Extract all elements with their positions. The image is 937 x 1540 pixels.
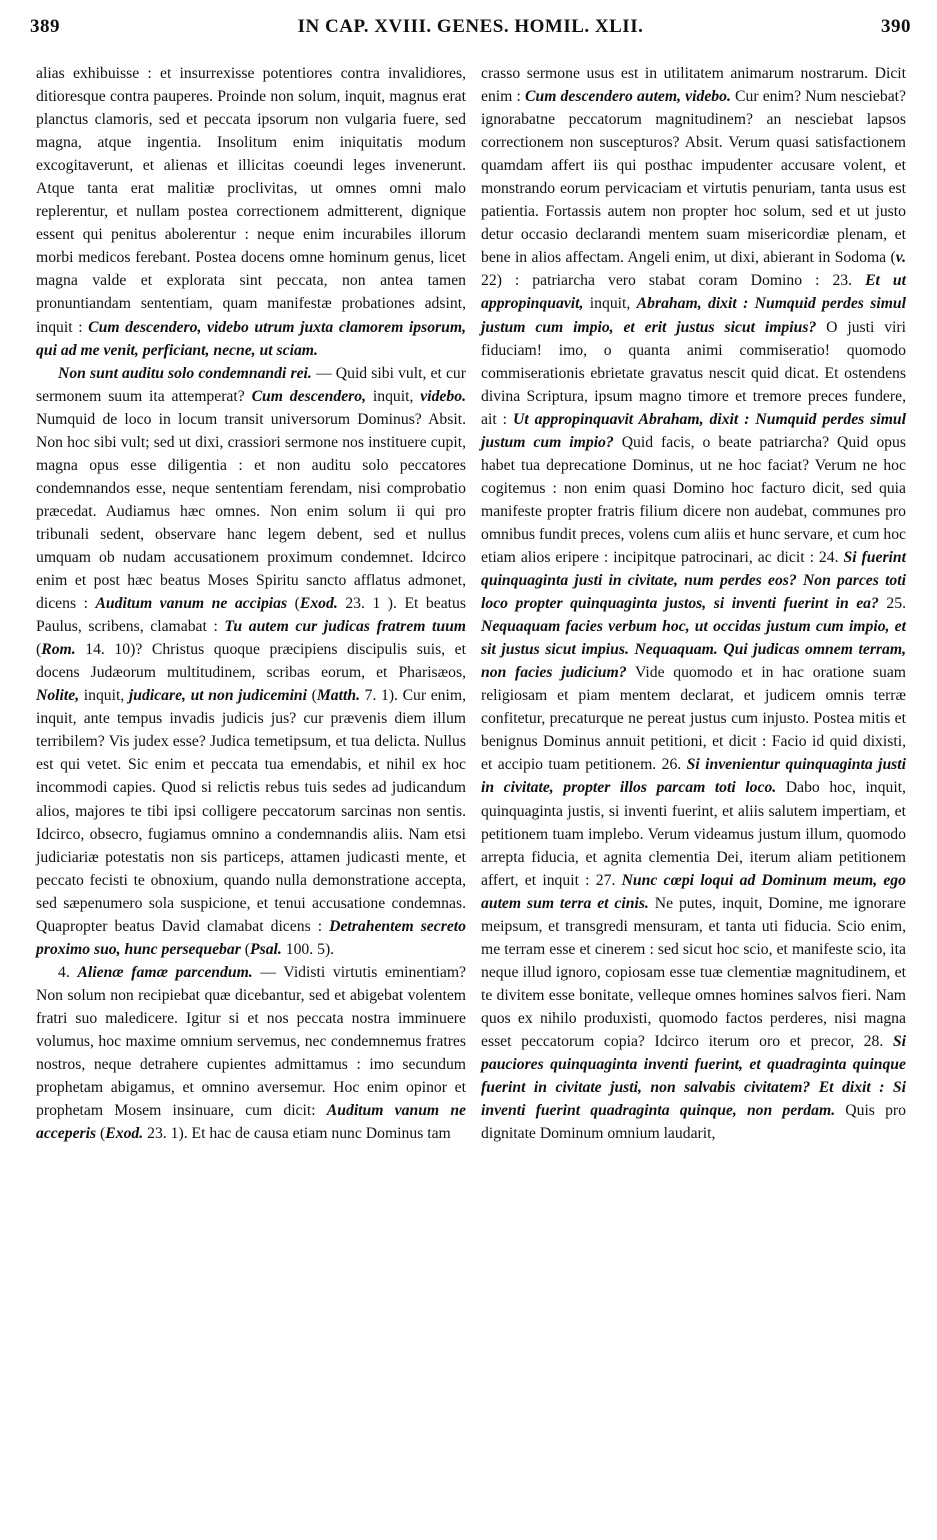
text-run: O justi viri fiduciam! imo, o quanta animi commiseratio! quomodo commiserationis ebrietate gravatus nescit quid dicat. Et ostendens divina Scriptura, ipsum magno timore et tremore preces fundere, ait : xyxy=(481,318,906,428)
italic-run: Rom. xyxy=(41,641,76,659)
text-run: alias exhibuisse : et insurrexisse potentiores contra invalidiores, ditioresque contra pauperes. Proinde non solum, inquit, magnus erat planctus clamoris, sed et peccata ipsorum non vulgaria fuere, sed magna, atque ingentia. Insolitum enim iniquitatis modum excogitaverunt, et alienas et illicitas coeundi leges invenerunt. Atque tanta erat malitiæ proclivitas, ut omnes omni malo replerentur, et nullam postea correctionem admitterent, dignique essent qui penitus abolerentur : neque enim incurabiles illorum morbi medicos ferebant. Postea docens omne hominum genus, licet magna valde et explorata sint peccata, non antea tamen pronuntiandam sententiam, quam manifestæ probationes adsint, inquit : xyxy=(36,65,466,336)
italic-run: Tu autem cur judicas fratrem tuum xyxy=(224,618,466,636)
italic-run: Cum descendero, xyxy=(251,387,367,405)
italic-run: Nequaquam facies verbum hoc, ut occidas justum cum impio, et sit justus sicut impius. Nequaquam. Qui judicas omnem terram, non facies judicium? xyxy=(481,618,906,682)
text-run: 14. 10)? Christus quoque præcipiens discipulis suis, et docens Judæorum multitudinem, scribas eorum, et Pharisæos, xyxy=(36,641,466,682)
italic-run: Detrahentem secreto proximo suo, hunc persequebar xyxy=(36,917,466,958)
text-run: — Vidisti virtutis eminentiam? Non solum non recipiebat quæ dicebantur, sed et abigebat volentem fratri suo maledicere. Igitur si et nos peccata nostra imminuere volumus, hoc maxime omnium servemus, nec condemnemus fratres nostros, neque detrahere cupientes admittamus : imo secundum prophetam abigamus, et omnino aversemur. Hoc enim opinor et prophetam Mosem insinuare, cum dicit: xyxy=(36,963,466,1120)
italic-run: Psal. xyxy=(250,940,282,958)
italic-run: Matth. xyxy=(316,687,360,705)
italic-run: Si pauciores quinquaginta inventi fuerint, et quadraginta quinque fuerint in civitate justi, non salvabis civitatem? Et dixit : Si inventi fuerint quadraginta quinque, non perdam. xyxy=(481,1032,906,1120)
text-run: crasso sermone usus est in utilitatem animarum nostrarum. Dicit enim : xyxy=(481,65,906,106)
page-number-right: 390 xyxy=(881,16,911,37)
text-run: 4. xyxy=(58,963,78,981)
italic-run: Et ut appropinquavit, xyxy=(481,272,907,313)
italic-run: Si invenientur quinquaginta justi in civitate, propter illos parcam toti loco. xyxy=(481,756,907,797)
italic-run: Auditum vanum ne accipias xyxy=(95,595,288,613)
paragraph xyxy=(36,362,466,961)
paragraph xyxy=(36,961,466,1145)
text-run: Cur enim? Num nesciebat? ignorabatne peccatorum magnitudinem? an nesciebat lapsos correctionem non suscepturos? Absit. Verum quasi satisfactionem quamdam affert iis qui posthac impudenter accusare volent, et monstrando eorum pervicaciam et virtutis penuriam, tanta usus est patientia. Fortassis autem non propter hoc solum, sed et ut justo detur occasio declarandi mentem suam misericordiæ plenam, et bene in alios affectam. Angeli enim, ut dixi, abierant in Sodoma ( xyxy=(481,88,906,267)
text-run: ( xyxy=(287,595,300,613)
left-column xyxy=(36,62,466,1145)
paragraph xyxy=(36,62,466,362)
italic-run: Exod. xyxy=(105,1125,144,1143)
text-run: ( xyxy=(96,1125,106,1143)
text-run: Quis pro dignitate Dominum omnium laudarit, xyxy=(481,1102,906,1143)
italic-run: Nolite, xyxy=(36,687,80,705)
text-run: 7. 1). Cur enim, inquit, ante tempus invadis judicis jus? cur prævenis diem illum terribilem? Vis judex esse? Judica temetipsum, et tua delicta. Nullus est qui vetet. Sic enim et peccata tua emendabis, et nihil ex hoc incommodi capies. Quod si relictis rebus tuis sedes ad judicandum alios, majores te tibi ipsi colligere peccatorum sarcinas non sentis. Idcirco, obsecro, fugiamus omnino a condemnandis aliis. Nam etsi judiciariæ potestatis non sis particeps, attamen judicasti mente, et peccato fecisti te obnoxium, quando nulla demonstratione accepta, sed sæpenumero sola suspicione, et tenui accusatione condemnas. Quapropter beatus David clamabat dicens : xyxy=(36,687,466,935)
italic-run: Cum descendero autem, videbo. xyxy=(525,88,731,106)
text-run: Numquid de loco in locum transit universorum Dominus? Absit. Non hoc sibi vult; sed ut dixi, crassiori sermone nos instituere cupit, magna opus esse diligentia : et non auditu solo peccatores condemnandos esse, neque sententiam ferendam, nisi comprobatio præcedat. Audiamus hæc omnes. Non enim solum ii qui pro tribunali sedent, observare hanc legem debent, sed et nullus umquam ob nudam accusationem proximum condemnet. Idcirco enim et post hæc beatus Moses Spiritu sancto afflatus admonet, dicens : xyxy=(36,410,466,613)
text-run: Dabo hoc, inquit, quinquaginta justis, si inventi fuerint, et aliis salutem impertiam, et petitionem tuam implebo. Verum videamus justum illum, quomodo arrepta fiducia, et agnita clementia Dei, iterum aliam petitionem affert, et inquit : 27. xyxy=(481,779,906,889)
text-run: inquit, xyxy=(366,387,421,405)
text-run: inquit, xyxy=(79,687,129,705)
text-run: 22) : patriarcha vero stabat coram Domino : 23. xyxy=(481,272,866,290)
running-header xyxy=(30,16,911,46)
text-run: Quid facis, o beate patriarcha? Quid opus habet tua deprecatione Dominus, ut ne hoc faciat? Verum ne hoc cogitemus : non enim quasi Domino hoc facturo dicit, sed quia manifeste propter fratris filium dicere non audebat, communes pro omnibus fundit preces, volens cum aliis et hunc servare, et cum hoc etiam alios eripere : incipitque patrocinari, ac dicit : 24. xyxy=(481,433,906,566)
text-run: Vide quomodo et in hac oratione suam religiosam et piam mentem declarat, et judicem omnis terræ confitetur, precaturque ne pereat justus cum injusto. Postea mitis et benignus Dominus annuit petitioni, et dicit : Facio id quid dixisti, et accipio tuam petitionem. 26. xyxy=(481,664,906,774)
text-run: ( xyxy=(36,641,42,659)
italic-run: v. xyxy=(895,249,906,267)
text-run: — Quid sibi vult, et cur sermonem suum ita attemperat? xyxy=(36,364,466,405)
text-run: 100. 5). xyxy=(281,940,335,958)
text-run: inquit, xyxy=(583,295,637,313)
page-number-left: 389 xyxy=(30,16,60,37)
italic-run: judicare, ut non judicemini xyxy=(128,687,308,705)
italic-run: Cum descendero, videbo utrum juxta clamorem ipsorum, qui ad me venit, perficiant, necne, ut sciam. xyxy=(36,318,466,359)
italic-run: Nunc cœpi loqui ad Dominum meum, ego autem sum terra et cinis. xyxy=(481,871,906,912)
italic-run: videbo. xyxy=(420,387,467,405)
paragraph xyxy=(481,62,906,1145)
running-title: IN CAP. XVIII. GENES. HOMIL. XLII. xyxy=(297,16,644,37)
italic-run: Si fuerint quinquaginta justi in civitate, num perdes eos? Non parces toti loco propter quinquaginta justos, si inventi fuerint in ea? xyxy=(481,548,906,613)
text-run: Ne putes, inquit, Domine, me ignorare meipsum, et transgredi mensuram, et tanta uti fiducia. Scio enim, me terram esse et cinerem : sed sicut hoc scio, et manifeste scio, ita neque illud ignoro, copiosam esse tuæ clementiæ magnitudinem, et te divitem esse bonitate, velleque omnes homines salvos fieri. Nam quos ex nihilo produxisti, quomodo factos perderes, nisi magna esset peccatorum copia? Idcirco iterum oro et precor, 28. xyxy=(481,894,906,1050)
italic-run: Auditum vanum ne acceperis xyxy=(36,1102,467,1143)
italic-run: Abraham, dixit : Numquid perdes simul justum cum impio, et erit justus sicut impius? xyxy=(481,295,906,336)
text-run: 25. xyxy=(878,595,906,613)
text-run: 23. 1). Et hac de causa etiam nunc Dominus tam xyxy=(143,1125,451,1143)
text-run: ( xyxy=(307,687,317,705)
right-column xyxy=(481,62,906,1145)
italic-run: Ut appropinquavit Abraham, dixit : Numquid perdes simul justum cum impio? xyxy=(481,410,906,451)
italic-run: Non sunt auditu solo condemnandi rei. xyxy=(58,364,312,382)
text-run: ( xyxy=(240,940,250,958)
italic-run: Exod. xyxy=(299,595,338,613)
text-run: 23. 1 ). Et beatus Paulus, scribens, clamabat : xyxy=(36,595,466,636)
italic-run: Alienæ famæ parcendum. xyxy=(77,963,253,981)
